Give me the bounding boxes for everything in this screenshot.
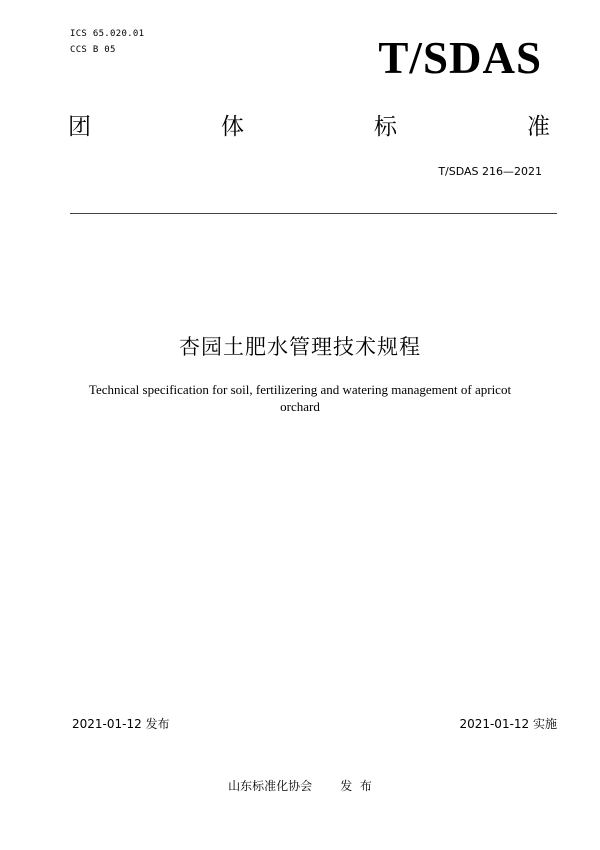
standard-category xyxy=(68,116,550,139)
publisher-line xyxy=(0,777,600,794)
title-chinese: 杏园土肥水管理技术规程 xyxy=(179,335,421,359)
category-char: 标 xyxy=(374,114,397,140)
implementation-date: 2021-01-12 实施 xyxy=(459,717,557,731)
category-char: 体 xyxy=(221,114,244,140)
ccs-code: CCS B 05 xyxy=(70,45,116,55)
publisher-name: 山东标准化协会 xyxy=(228,779,313,793)
issue-date: 2021-01-12 发布 xyxy=(72,717,170,731)
header-divider xyxy=(70,213,557,214)
standard-logo: T/SDAS xyxy=(378,33,542,83)
title-english: Technical specification for soil, fertilizering and watering management of apricot orchard xyxy=(88,382,512,414)
standard-number: T/SDAS 216—2021 xyxy=(438,165,542,178)
category-char: 团 xyxy=(68,114,91,140)
ics-code: ICS 65.020.01 xyxy=(70,29,145,39)
publish-label: 发 布 xyxy=(340,779,372,793)
category-char: 准 xyxy=(527,114,550,140)
